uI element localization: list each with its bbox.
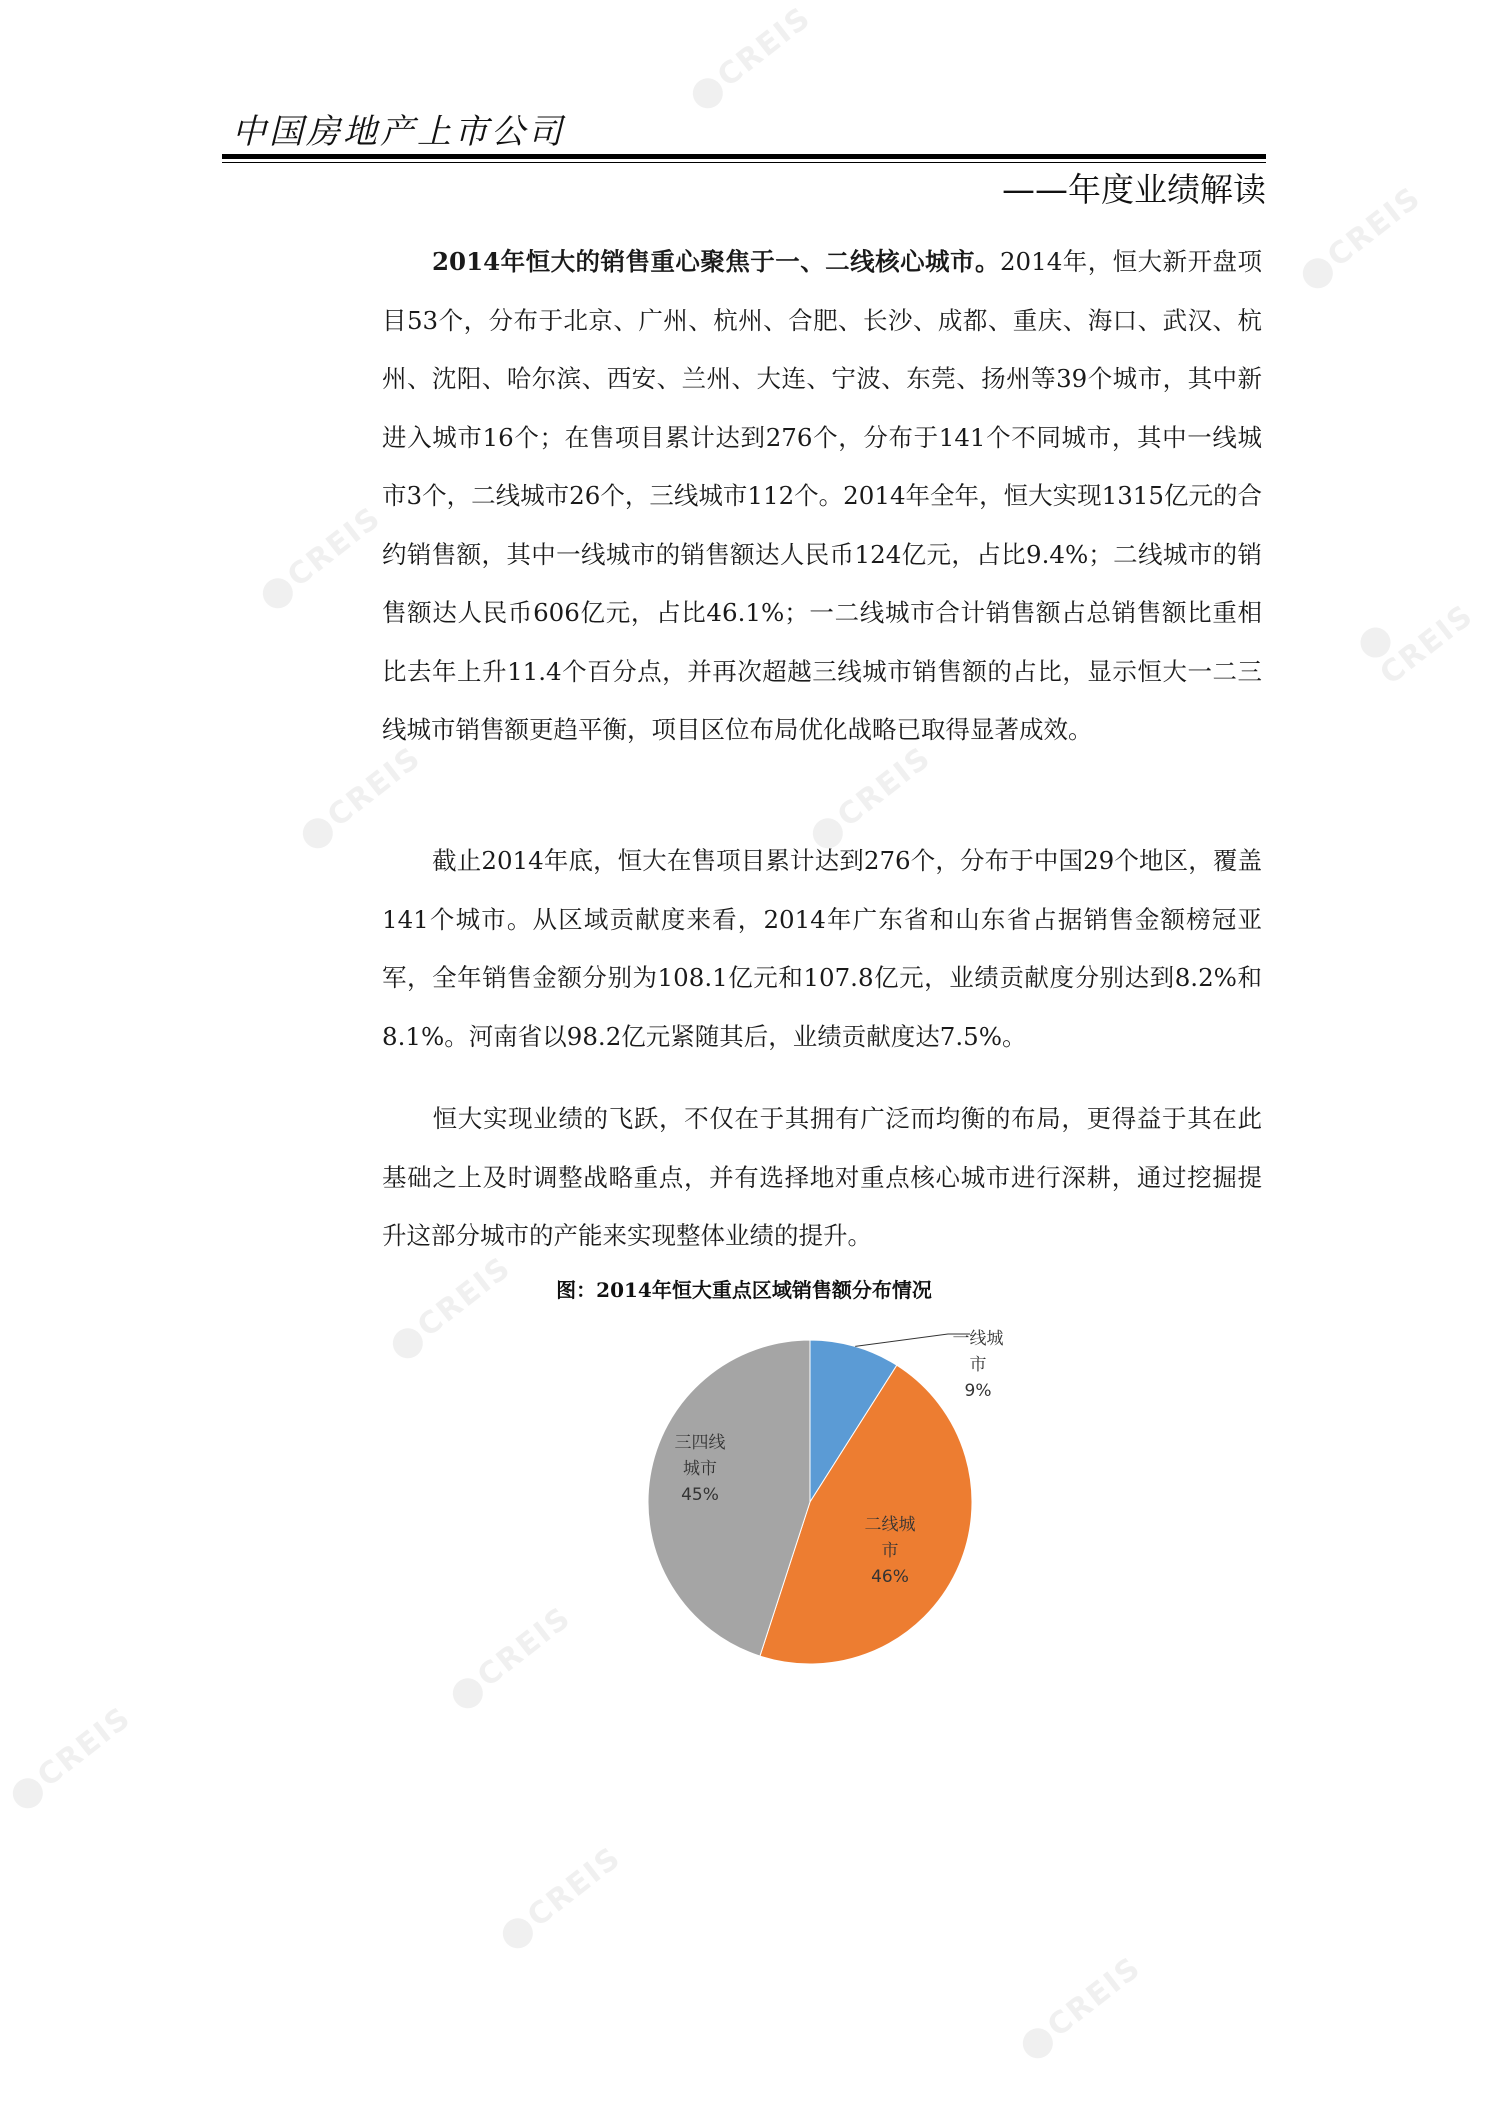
header-rule-thick [222, 154, 1266, 159]
watermark: CREIS [494, 1840, 628, 1955]
watermark: CREIS [294, 740, 428, 855]
header-subtitle: ——年度业绩解读 [1002, 170, 1266, 209]
watermark-logo-icon [256, 572, 298, 614]
paragraph-1-body: 2014年，恒大新开盘项目53个，分布于北京、广州、杭州、合肥、长沙、成都、重庆、海口、武汉、杭州、沈阳、哈尔滨、西安、兰州、大连、宁波、东莞、扬州等39个城市，其中新进入城市16个；在售项目累计达到276个，分布于141个不同城市，其中一线城市3个，二线城市26个，三线城市112个。2014年全年，恒大实现1315亿元的合约销售额，其中一线城市的销售额达人民币124亿元，占比9.4%；二线城市的销售额达人民币606亿元，占比46.1%；一二线城市合计销售额占总销售额比重相比去年上升11.4个百分点，并再次超越三线城市销售额的占比，显示恒大一二三线城市销售额更趋平衡，项目区位布局优化战略已取得显著成效。 [382, 247, 1262, 744]
watermark-logo-icon [6, 1772, 48, 1814]
watermark: CREIS [444, 1600, 578, 1715]
watermark-logo-icon [496, 1912, 538, 1954]
pie-label-0: 一线城市 9% [952, 1329, 1004, 1401]
pie-label-2: 三四线城市 45% [674, 1433, 726, 1505]
watermark-logo-icon [686, 72, 728, 114]
watermark: CREIS [4, 1700, 138, 1815]
watermark-logo-icon [446, 1672, 488, 1714]
watermark: CREIS [1294, 180, 1428, 295]
watermark-logo-icon [1296, 252, 1338, 294]
watermark-logo-icon [1016, 2022, 1058, 2064]
watermark-logo-icon [386, 1322, 428, 1364]
watermark: CREIS [1352, 558, 1488, 692]
watermark: CREIS [384, 1250, 518, 1365]
watermark-logo-icon [1354, 621, 1396, 663]
pie-label-1: 二线城市 46% [864, 1515, 916, 1587]
paragraph-1-lead: 2014年恒大的销售重心聚焦于一、二线核心城市。 [432, 247, 1000, 276]
watermark-logo-icon [296, 812, 338, 854]
watermark: CREIS [804, 740, 938, 855]
header-title: 中国房地产上市公司 [232, 112, 565, 152]
watermark: CREIS [254, 500, 388, 615]
paragraph-1 [382, 233, 1262, 760]
paragraph-3 [382, 1090, 1262, 1266]
paragraph-2-text: 截止2014年底，恒大在售项目累计达到276个，分布于中国29个地区，覆盖141个城市。从区域贡献度来看，2014年广东省和山东省占据销售金额榜冠亚军，全年销售金额分别为108.1亿元和107.8亿元，业绩贡献度分别达到8.2%和8.1%。河南省以98.2亿元紧随其后，业绩贡献度达7.5%。 [382, 846, 1262, 1051]
watermark: CREIS [1014, 1950, 1148, 2065]
pie-chart [560, 1320, 1060, 1690]
paragraph-3-text: 恒大实现业绩的飞跃，不仅在于其拥有广泛而均衡的布局，更得益于其在此基础之上及时调整战略重点，并有选择地对重点核心城市进行深耕，通过挖掘提升这部分城市的产能来实现整体业绩的提升。 [382, 1104, 1262, 1250]
header-rule-thin [222, 162, 1266, 163]
figure-caption: 图：2014年恒大重点区域销售额分布情况 [556, 1278, 932, 1302]
watermark: CREIS [684, 0, 818, 115]
paragraph-2 [382, 832, 1262, 1066]
